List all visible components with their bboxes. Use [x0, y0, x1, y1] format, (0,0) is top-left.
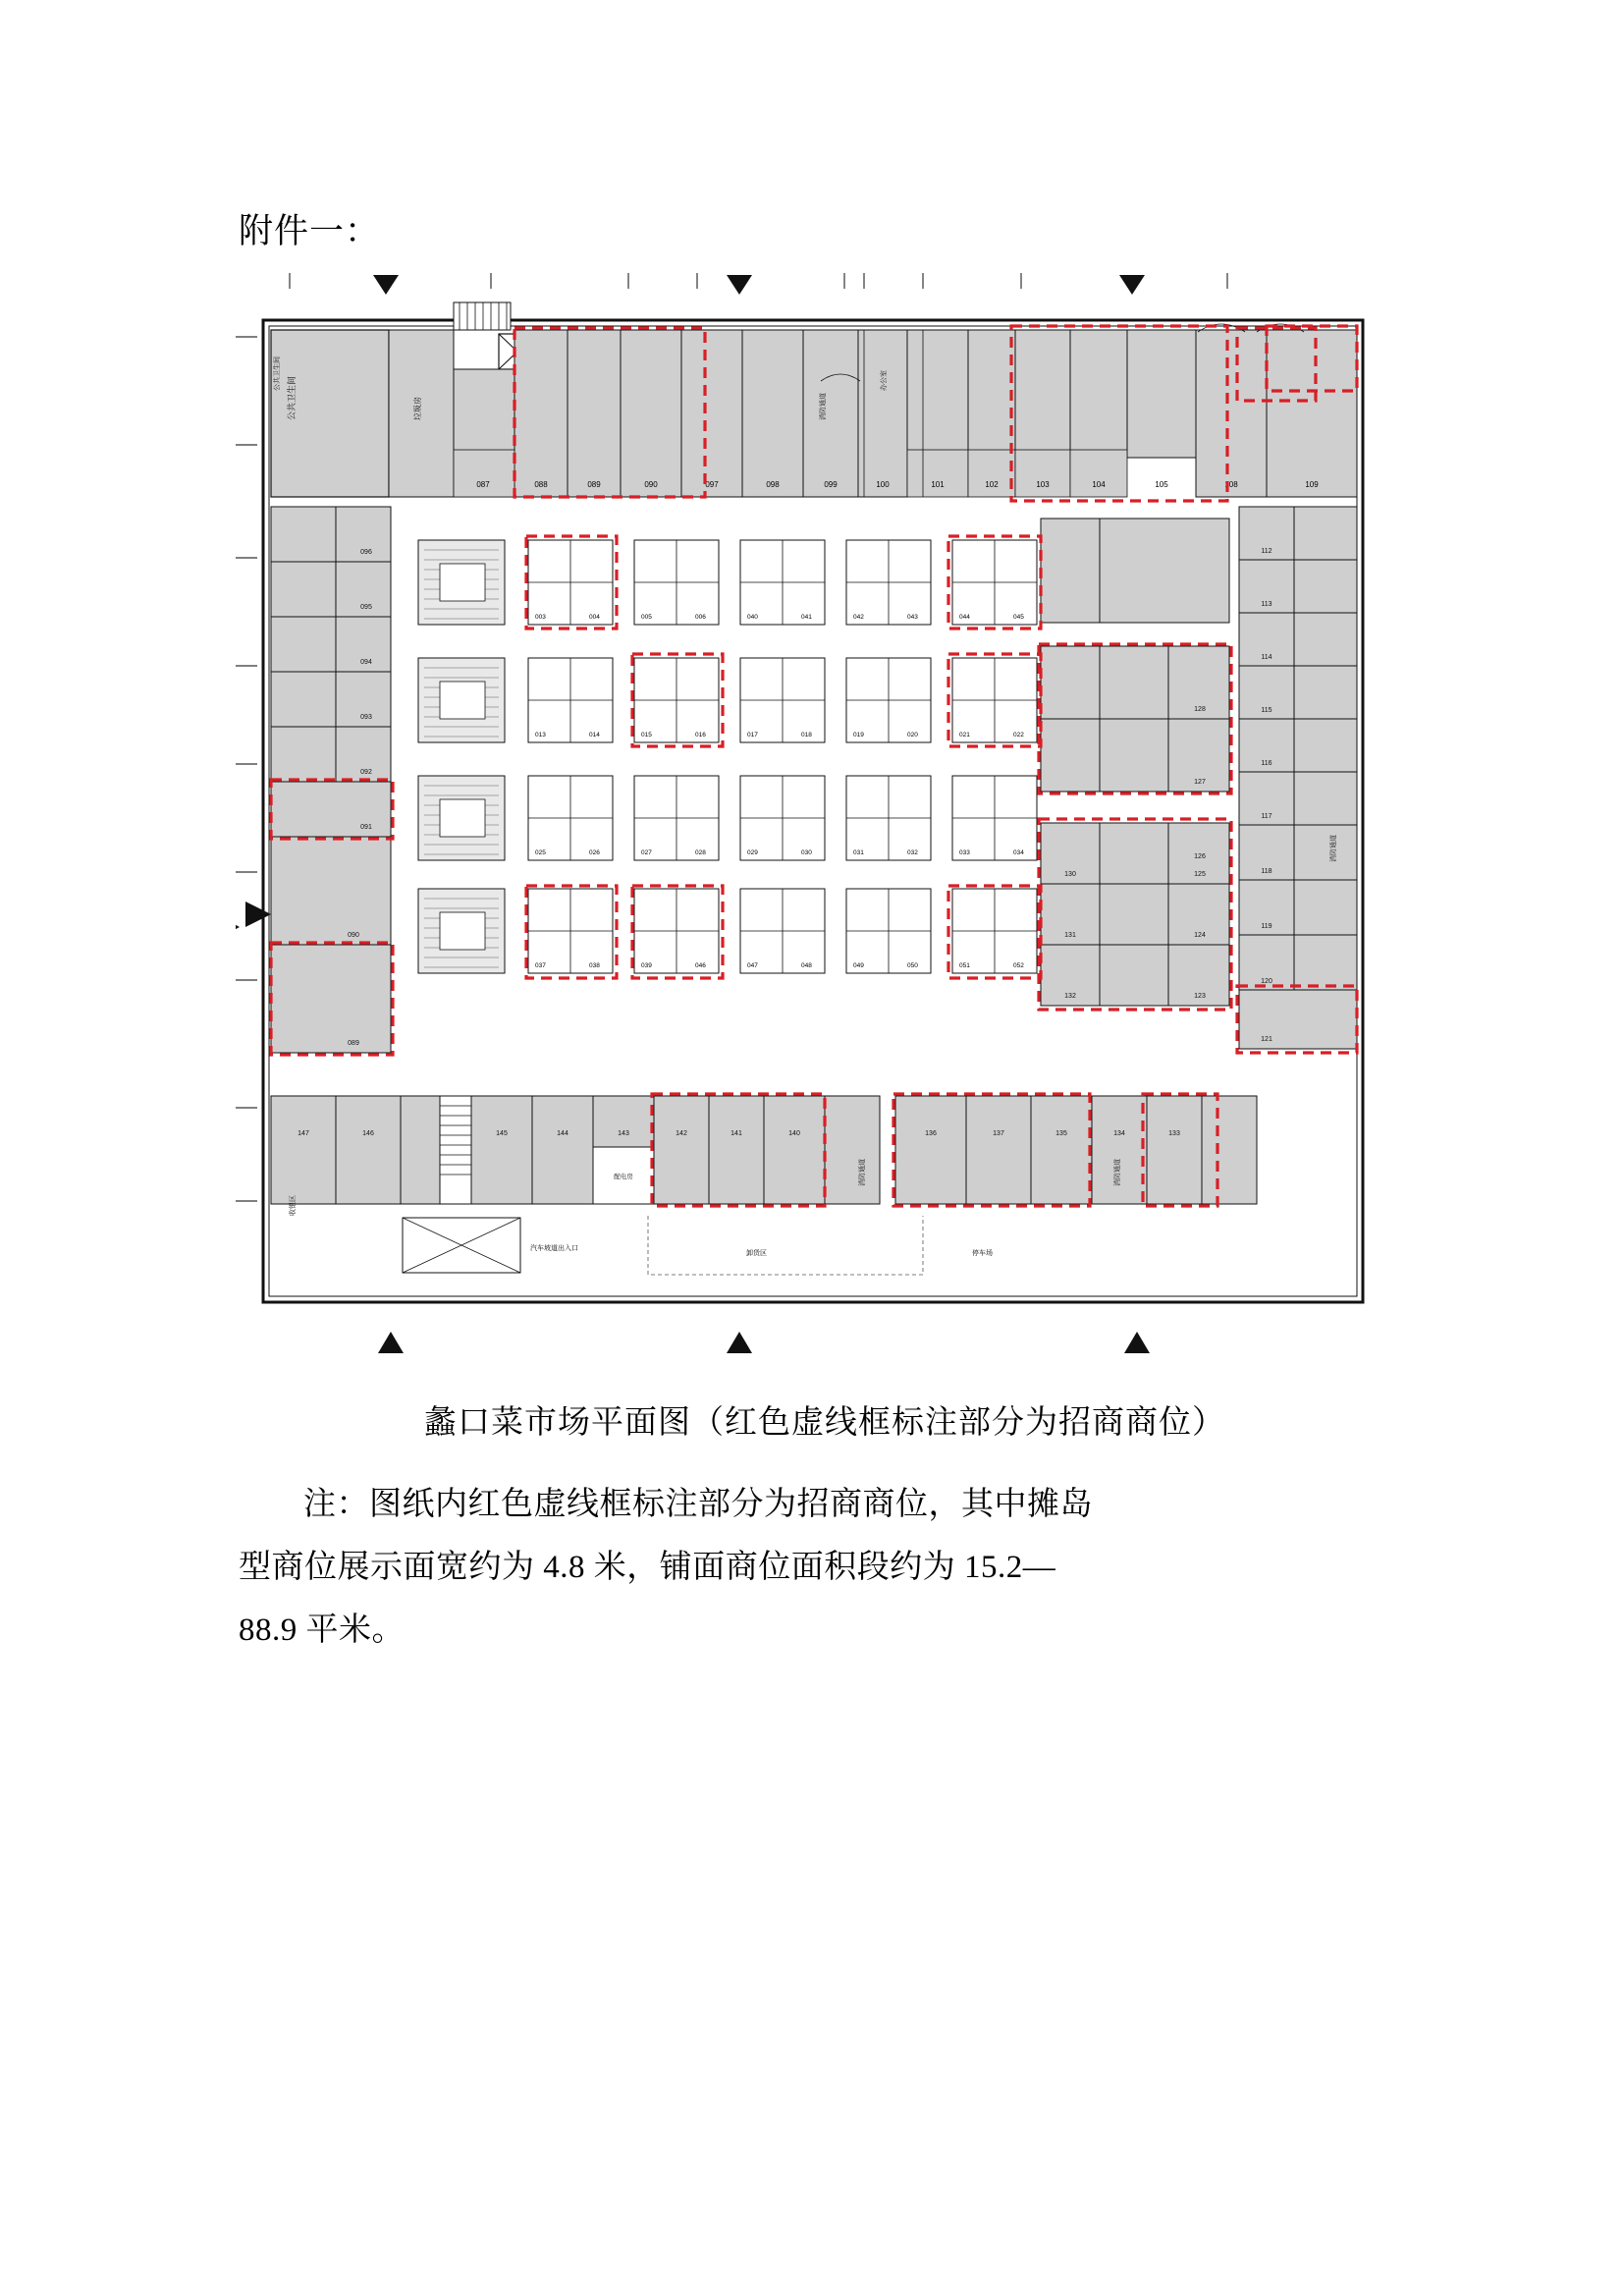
svg-text:137: 137 [993, 1130, 1004, 1137]
svg-text:消防通道: 消防通道 [859, 1159, 866, 1186]
svg-text:125: 125 [1194, 871, 1206, 878]
svg-text:031: 031 [853, 849, 864, 856]
svg-text:143: 143 [618, 1130, 629, 1137]
svg-text:039: 039 [641, 962, 652, 969]
svg-text:消防通道: 消防通道 [820, 393, 827, 420]
attachment-heading: 附件一： [239, 212, 381, 250]
note-line-3: 88.9 平米。 [239, 1613, 405, 1648]
svg-text:126: 126 [1194, 853, 1206, 860]
svg-text:消防通道: 消防通道 [1114, 1159, 1121, 1186]
svg-text:103: 103 [1036, 480, 1050, 489]
svg-text:004: 004 [589, 614, 600, 621]
svg-text:096: 096 [360, 549, 372, 556]
svg-text:100: 100 [876, 480, 890, 489]
svg-text:142: 142 [676, 1130, 687, 1137]
svg-text:034: 034 [1013, 849, 1024, 856]
island-stall-grid [418, 540, 1037, 973]
svg-text:087: 087 [476, 480, 490, 489]
svg-text:146: 146 [362, 1130, 374, 1137]
svg-text:097: 097 [705, 480, 719, 489]
svg-text:027: 027 [641, 849, 652, 856]
svg-text:017: 017 [747, 732, 758, 738]
svg-text:117: 117 [1261, 813, 1272, 820]
svg-text:003: 003 [535, 614, 546, 621]
svg-text:091: 091 [360, 824, 372, 831]
svg-text:公共卫生间: 公共卫生间 [287, 375, 297, 420]
svg-text:132: 132 [1064, 993, 1076, 1000]
svg-text:030: 030 [801, 849, 812, 856]
entrance-marker-left [245, 902, 271, 927]
svg-text:043: 043 [907, 614, 918, 621]
svg-text:049: 049 [853, 962, 864, 969]
svg-text:127: 127 [1194, 779, 1206, 786]
svg-text:配电房: 配电房 [614, 1174, 633, 1180]
note-line-2: 型商位展示面宽约为 4.8 米，铺面商位面积段约为 15.2— [239, 1550, 1056, 1585]
svg-text:020: 020 [907, 732, 918, 738]
floor-plan-figure [236, 273, 1394, 1363]
svg-text:141: 141 [730, 1130, 742, 1137]
svg-text:109: 109 [1305, 480, 1319, 489]
svg-text:044: 044 [959, 614, 970, 621]
svg-text:119: 119 [1261, 923, 1272, 930]
svg-text:消防通道: 消防通道 [1330, 835, 1337, 862]
svg-text:089: 089 [587, 480, 601, 489]
svg-text:037: 037 [535, 962, 546, 969]
bottom-shop-band [271, 1096, 1257, 1275]
svg-text:051: 051 [959, 962, 970, 969]
svg-text:015: 015 [641, 732, 652, 738]
figure-caption: 蠡口菜市场平面图（红色虚线框标注部分为招商商位） [424, 1405, 1225, 1441]
svg-text:048: 048 [801, 962, 812, 969]
entrance-markers-top [373, 275, 1145, 295]
svg-text:办公室: 办公室 [881, 370, 888, 391]
svg-text:019: 019 [853, 732, 864, 738]
svg-text:005: 005 [641, 614, 652, 621]
top-shop-band [271, 302, 1357, 497]
svg-text:卸货区: 卸货区 [746, 1250, 767, 1257]
svg-text:046: 046 [695, 962, 706, 969]
svg-text:收银区: 收银区 [290, 1195, 297, 1216]
right-inner-shops [1041, 519, 1229, 1006]
svg-text:095: 095 [360, 604, 372, 611]
svg-text:090: 090 [644, 480, 658, 489]
svg-text:006: 006 [695, 614, 706, 621]
svg-text:040: 040 [747, 614, 758, 621]
svg-text:045: 045 [1013, 614, 1024, 621]
svg-text:016: 016 [695, 732, 706, 738]
note-line-1: 注：图纸内红色虚线框标注部分为招商商位，其中摊岛 [303, 1487, 1093, 1522]
svg-text:101: 101 [931, 480, 945, 489]
svg-text:029: 029 [747, 849, 758, 856]
svg-text:128: 128 [1194, 706, 1206, 713]
svg-text:092: 092 [360, 769, 372, 776]
svg-text:022: 022 [1013, 732, 1024, 738]
svg-text:093: 093 [360, 714, 372, 721]
svg-text:098: 098 [766, 480, 780, 489]
svg-text:094: 094 [360, 659, 372, 666]
svg-text:050: 050 [907, 962, 918, 969]
svg-text:144: 144 [557, 1130, 568, 1137]
svg-text:041: 041 [801, 614, 812, 621]
svg-text:013: 013 [535, 732, 546, 738]
svg-text:停车场: 停车场 [972, 1250, 993, 1257]
svg-text:115: 115 [1261, 707, 1272, 714]
svg-text:052: 052 [1013, 962, 1024, 969]
svg-text:汽车坡道出入口: 汽车坡道出入口 [530, 1245, 578, 1252]
svg-text:038: 038 [589, 962, 600, 969]
svg-text:114: 114 [1261, 654, 1272, 661]
svg-text:028: 028 [695, 849, 706, 856]
svg-text:099: 099 [824, 480, 838, 489]
svg-text:112: 112 [1261, 548, 1272, 555]
svg-text:116: 116 [1261, 760, 1272, 767]
svg-text:145: 145 [496, 1130, 508, 1137]
svg-text:042: 042 [853, 614, 864, 621]
svg-text:032: 032 [907, 849, 918, 856]
svg-text:136: 136 [925, 1130, 937, 1137]
svg-text:090: 090 [348, 932, 359, 939]
svg-text:113: 113 [1261, 601, 1272, 608]
svg-text:018: 018 [801, 732, 812, 738]
svg-text:088: 088 [534, 480, 548, 489]
svg-text:公共卫生间: 公共卫生间 [274, 356, 281, 391]
svg-text:014: 014 [589, 732, 600, 738]
svg-text:047: 047 [747, 962, 758, 969]
svg-text:133: 133 [1168, 1130, 1180, 1137]
svg-text:垃圾房: 垃圾房 [413, 397, 422, 420]
figure-note [239, 1473, 1397, 1662]
svg-text:135: 135 [1055, 1130, 1067, 1137]
svg-text:105: 105 [1155, 480, 1168, 489]
right-shop-column [1239, 507, 1357, 1049]
svg-text:033: 033 [959, 849, 970, 856]
svg-text:130: 130 [1064, 871, 1076, 878]
svg-text:118: 118 [1261, 868, 1272, 875]
svg-text:131: 131 [1064, 932, 1076, 939]
svg-text:147: 147 [298, 1130, 309, 1137]
svg-text:108: 108 [1224, 480, 1238, 489]
svg-text:134: 134 [1113, 1130, 1125, 1137]
svg-text:021: 021 [959, 732, 970, 738]
svg-text:026: 026 [589, 849, 600, 856]
floor-plan-drawing [236, 273, 1394, 1363]
svg-text:124: 124 [1194, 932, 1206, 939]
svg-text:025: 025 [535, 849, 546, 856]
svg-text:104: 104 [1092, 480, 1106, 489]
svg-text:120: 120 [1261, 978, 1272, 985]
svg-text:140: 140 [788, 1130, 800, 1137]
svg-text:123: 123 [1194, 993, 1206, 1000]
svg-text:089: 089 [348, 1040, 359, 1047]
svg-text:102: 102 [985, 480, 999, 489]
svg-text:121: 121 [1261, 1036, 1272, 1043]
